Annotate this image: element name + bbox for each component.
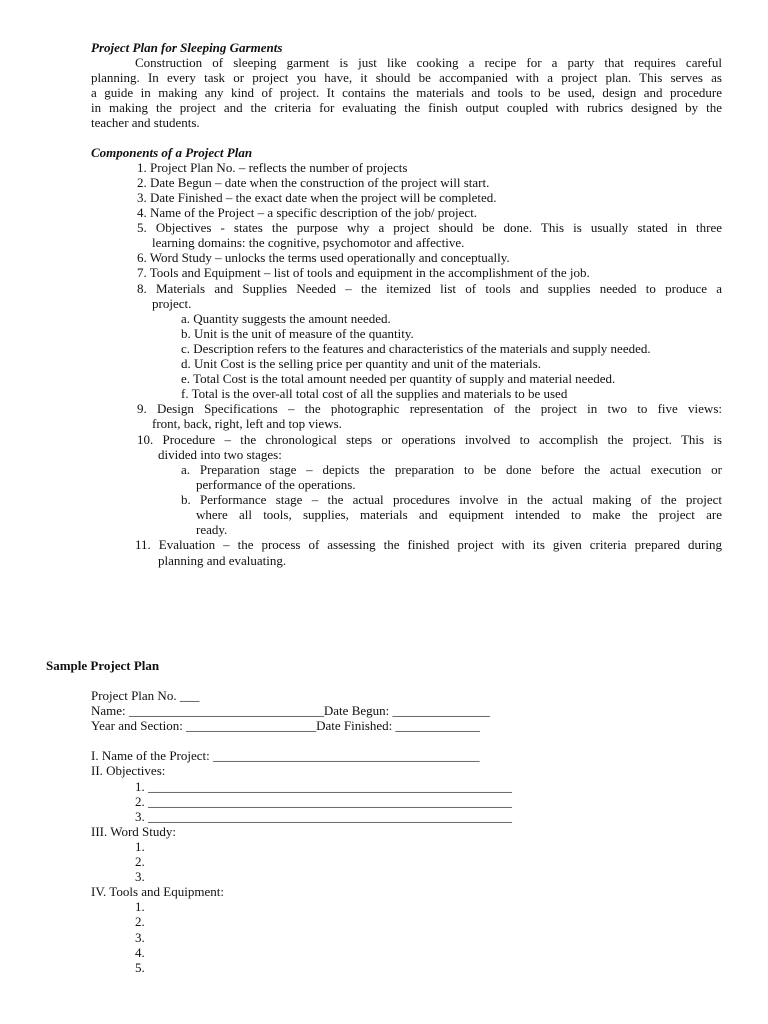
component-item-continued: learning domains: the cognitive, psychomotor and affective. [152, 235, 465, 250]
component-item: 4. Name of the Project – a specific description of the job/ project. [137, 205, 478, 220]
component-item: 5. Objectives - states the purpose why a project should be done. This is usually stated in three [137, 220, 722, 235]
intro-line: in making the project and the criteria for evaluating the finish output coupled with rubrics designed by the [91, 100, 722, 115]
component-item: 11. Evaluation – the process of assessing the finished project with its given criteria prepared during [135, 537, 722, 552]
component-item: 3. Date Finished – the exact date when the project will be completed. [137, 190, 497, 205]
sample-heading: Sample Project Plan [46, 658, 160, 673]
component-subitem: a. Preparation stage – depicts the preparation to be done before the actual execution or [181, 462, 722, 477]
sample-number: 3. [135, 869, 145, 884]
component-subitem: f. Total is the over-all total cost of all the supplies and materials to be used [181, 386, 568, 401]
sample-line: I. Name of the Project: _________________________________________ [91, 748, 480, 763]
intro-line: planning. In every task or project you have, it should be accompanied with a project plan. This serves as [91, 70, 722, 85]
component-item: 6. Word Study – unlocks the terms used operationally and conceptually. [137, 250, 510, 265]
sample-number: 2. [135, 854, 145, 869]
sample-line: II. Objectives: [91, 763, 166, 778]
component-subitem-continued: ready. [196, 522, 228, 537]
component-item: 2. Date Begun – date when the construction of the project will start. [137, 175, 490, 190]
intro-line: a guide in making any kind of project. It contains the materials and tools to be used, design and procedure [91, 85, 722, 100]
component-item-continued: divided into two stages: [158, 447, 282, 462]
component-item-continued: planning and evaluating. [158, 553, 287, 568]
component-subitem: b. Unit is the unit of measure of the quantity. [181, 326, 414, 341]
sample-line: IV. Tools and Equipment: [91, 884, 224, 899]
document-title: Project Plan for Sleeping Garments [91, 40, 283, 55]
sample-line: Name: ______________________________Date Begun: _______________ [91, 703, 490, 718]
sample-number: 1. [135, 899, 145, 914]
sample-blank-item: 1. ________________________________________________________ [135, 779, 512, 794]
component-subitem: b. Performance stage – the actual procedures involve in the actual making of the project [181, 492, 722, 507]
component-item: 8. Materials and Supplies Needed – the itemized list of tools and supplies needed to produce a [137, 281, 722, 296]
sample-line: Project Plan No. ___ [91, 688, 200, 703]
component-item: 9. Design Specifications – the photographic representation of the project in two to five views: [137, 401, 722, 416]
sample-line: Year and Section: ____________________Date Finished: _____________ [91, 718, 481, 733]
intro-line: teacher and students. [91, 115, 200, 130]
intro-line: Construction of sleeping garment is just like cooking a recipe for a party that requires careful [135, 55, 722, 70]
sample-number: 5. [135, 960, 145, 975]
component-item-continued: front, back, right, left and top views. [152, 416, 342, 431]
component-item-continued: project. [152, 296, 192, 311]
sample-line: III. Word Study: [91, 824, 177, 839]
component-subitem: a. Quantity suggests the amount needed. [181, 311, 391, 326]
component-subitem-continued: performance of the operations. [196, 477, 356, 492]
sample-blank-item: 2. ________________________________________________________ [135, 794, 512, 809]
component-subitem: c. Description refers to the features and characteristics of the materials and supply needed. [181, 341, 651, 356]
component-subitem: d. Unit Cost is the selling price per quantity and unit of the materials. [181, 356, 541, 371]
component-subitem-continued: where all tools, supplies, materials and equipment intended to make the project are [196, 507, 722, 522]
sample-number: 3. [135, 930, 145, 945]
components-heading: Components of a Project Plan [91, 145, 253, 160]
sample-number: 2. [135, 914, 145, 929]
component-item: 10. Procedure – the chronological steps or operations involved to accomplish the project. This is [137, 432, 722, 447]
sample-number: 4. [135, 945, 145, 960]
component-item: 7. Tools and Equipment – list of tools and equipment in the accomplishment of the job. [137, 265, 590, 280]
component-subitem: e. Total Cost is the total amount needed per quantity of supply and material needed. [181, 371, 616, 386]
component-item: 1. Project Plan No. – reflects the number of projects [137, 160, 408, 175]
sample-blank-item: 3. ________________________________________________________ [135, 809, 512, 824]
sample-number: 1. [135, 839, 145, 854]
